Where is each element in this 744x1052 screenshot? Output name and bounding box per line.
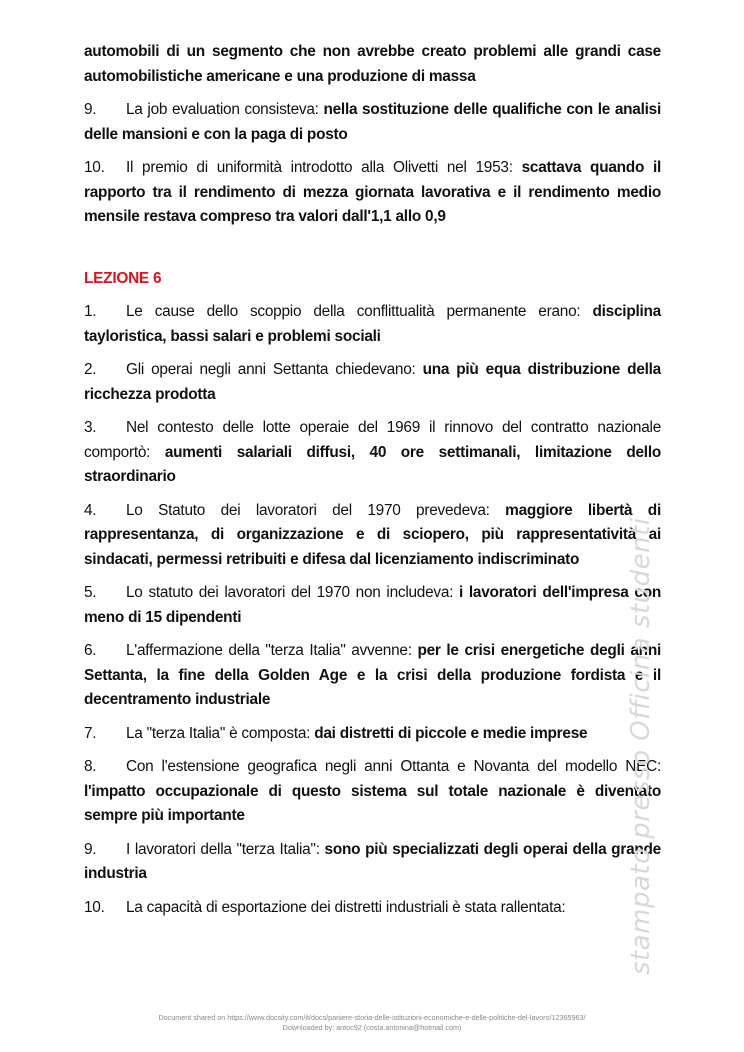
- question-item: [84, 416, 661, 490]
- question-text: Gli operai negli anni Settanta chiedevano:: [126, 361, 423, 378]
- answer-text: i lavoratori dell'impresa con meno di 15 dipendenti: [84, 584, 662, 626]
- question-item: [84, 156, 661, 230]
- watermark-text: stampato presso Officina studenti: [626, 517, 656, 975]
- question-item: [84, 896, 661, 921]
- item-number: 4.: [84, 501, 97, 519]
- answer-text: disciplina tayloristica, bassi salari e problemi sociali: [84, 303, 661, 345]
- document-body: [84, 40, 661, 929]
- question-item: [84, 499, 661, 573]
- question-text: Nel contesto delle lotte operaie del 1969 il rinnovo del contratto nazionale comportò:: [84, 419, 661, 461]
- footer-share-link[interactable]: Document shared on https://www.docsity.com/it/docs/paniere-storia-delle-istituzioni-economiche-e-delle-politiche-del-lavoro/12365963/: [158, 1013, 586, 1022]
- item-number: 10.: [84, 159, 105, 176]
- footer-download-info: Downloaded by: antoc92 (costa.antonina@hotmail.com): [282, 1023, 462, 1032]
- section-heading: LEZIONE 6: [84, 269, 162, 287]
- question-item: [84, 358, 661, 407]
- question-text: Le cause dello scoppio della conflittualità permanente erano:: [126, 303, 593, 320]
- answer-text: aumenti salariali diffusi, 40 ore settimanali, limitazione dello straordinario: [84, 443, 661, 485]
- item-number: 5.: [84, 584, 97, 601]
- item-number: 2.: [84, 361, 97, 378]
- answer-text: nella sostituzione delle qualifiche con le analisi delle mansioni e con la paga di posto: [84, 101, 662, 143]
- question-text: La capacità di esportazione dei distretti industriali è stata rallentata:: [126, 898, 566, 916]
- answer-text: l'impatto occupazionale di questo sistema sul totale nazionale è diventato sempre più importante: [84, 782, 661, 824]
- question-item: [84, 98, 661, 147]
- question-item: [84, 581, 661, 630]
- question-text: L'affermazione della "terza Italia" avvenne:: [126, 642, 418, 659]
- item-number: 9.: [84, 840, 97, 858]
- question-text: I lavoratori della "terza Italia":: [126, 840, 325, 858]
- answer-text: maggiore libertà di rappresentanza, di organizzazione e di sciopero, più rappresentatività ai sindacati, permessi retribuiti e difesa dal licenziamento indiscriminato: [84, 501, 661, 568]
- answer-text: sono più specializzati degli operai della grande industria: [84, 840, 661, 882]
- question-text: Lo statuto dei lavoratori del 1970 non includeva:: [126, 584, 460, 601]
- question-item: [84, 300, 661, 349]
- question-item: [84, 838, 661, 887]
- answer-text: una più equa distribuzione della ricchezza prodotta: [84, 361, 661, 403]
- question-text: La job evaluation consisteva:: [126, 101, 324, 118]
- item-number: 8.: [84, 758, 97, 775]
- question-text: La "terza Italia" è composta:: [126, 724, 315, 742]
- answer-text: per le crisi energetiche degli anni Settanta, la fine della Golden Age e la crisi della produzione fordista e il decentramento industriale: [84, 642, 661, 708]
- question-item: [84, 755, 661, 829]
- item-number: 7.: [84, 724, 97, 742]
- question-item: [84, 722, 661, 747]
- item-number: 6.: [84, 642, 97, 659]
- item-number: 9.: [84, 101, 97, 118]
- page-footer: [0, 1013, 744, 1033]
- item-number: 3.: [84, 419, 97, 436]
- item-number: 1.: [84, 303, 97, 320]
- question-text: Con l'estensione geografica negli anni Ottanta e Novanta del modello NEC:: [126, 758, 661, 775]
- question-item: [84, 639, 661, 713]
- answer-text: scattava quando il rapporto tra il rendimento di mezza giornata lavorativa e il rendimento medio mensile restava compreso tra valori dall'1,1 allo 0,9: [84, 159, 662, 225]
- answer-text: dai distretti di piccole e medie imprese: [314, 724, 588, 742]
- question-text: Il premio di uniformità introdotto alla Olivetti nel 1953:: [126, 159, 522, 176]
- item-number: 10.: [84, 898, 105, 916]
- question-text: Lo Statuto dei lavoratori del 1970 prevedeva:: [126, 501, 506, 519]
- continued-answer: automobili di un segmento che non avrebbe creato problemi alle grandi case automobilistiche americane e una produzione di massa: [84, 43, 661, 85]
